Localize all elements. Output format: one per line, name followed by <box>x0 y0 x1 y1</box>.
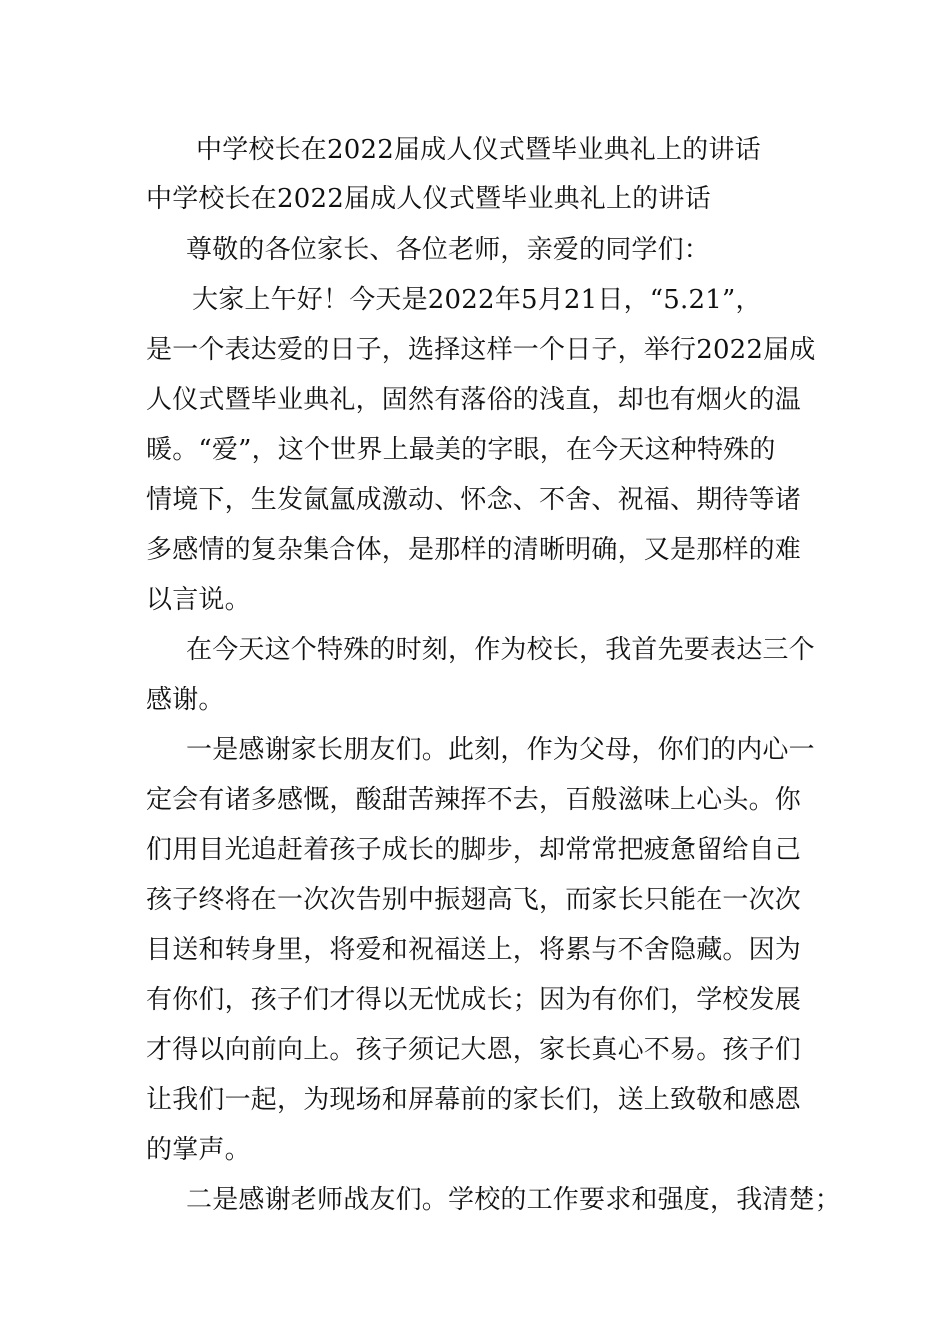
paragraph-line: 定会有诸多感慨，酸甜苦辣挥不去，百般滋味上心头。你 <box>146 785 802 815</box>
paragraph-line: 二是感谢老师战友们。学校的工作要求和强度，我清楚； <box>186 1185 842 1215</box>
paragraph-line: 一是感谢家长朋友们。此刻，作为父母，你们的内心一 <box>186 735 815 765</box>
paragraph-line: 是一个表达爱的日子，选择这样一个日子，举行2022届成 <box>146 335 816 365</box>
paragraph-line: 在今天这个特殊的时刻，作为校长，我首先要表达三个 <box>186 635 815 665</box>
paragraph-line: 孩子终将在一次次告别中振翅高飞，而家长只能在一次次 <box>146 885 802 915</box>
paragraph-line: 人仪式暨毕业典礼，固然有落俗的浅直，却也有烟火的温 <box>146 385 802 415</box>
paragraph-line: 目送和转身里，将爱和祝福送上，将累与不舍隐藏。因为 <box>146 935 802 965</box>
paragraph-line: 暖。“爱”，这个世界上最美的字眼，在今天这种特殊的 <box>146 435 776 465</box>
paragraph-line: 有你们，孩子们才得以无忧成长；因为有你们，学校发展 <box>146 985 802 1015</box>
paragraph-line: 的掌声。 <box>146 1135 251 1165</box>
paragraph-line: 情境下，生发氤氲成激动、怀念、不舍、祝福、期待等诸 <box>146 485 802 515</box>
paragraph-line: 们用目光追赶着孩子成长的脚步，却常常把疲惫留给自己 <box>146 835 802 865</box>
salutation: 尊敬的各位家长、各位老师，亲爱的同学们： <box>186 235 711 265</box>
paragraph-line: 让我们一起，为现场和屏幕前的家长们，送上致敬和感恩 <box>146 1085 802 1115</box>
paragraph-line: 多感情的复杂集合体，是那样的清晰明确，又是那样的难 <box>146 535 802 565</box>
document-heading: 中学校长在2022届成人仪式暨毕业典礼上的讲话 <box>196 135 761 165</box>
document-subheading: 中学校长在2022届成人仪式暨毕业典礼上的讲话 <box>146 184 711 214</box>
paragraph-line: 感谢。 <box>146 685 225 715</box>
paragraph-line: 才得以向前向上。孩子须记大恩，家长真心不易。孩子们 <box>146 1035 802 1065</box>
paragraph-line: 以言说。 <box>146 585 251 615</box>
paragraph-line: 大家上午好！今天是2022年5月21日，“5.21”， <box>192 285 762 315</box>
